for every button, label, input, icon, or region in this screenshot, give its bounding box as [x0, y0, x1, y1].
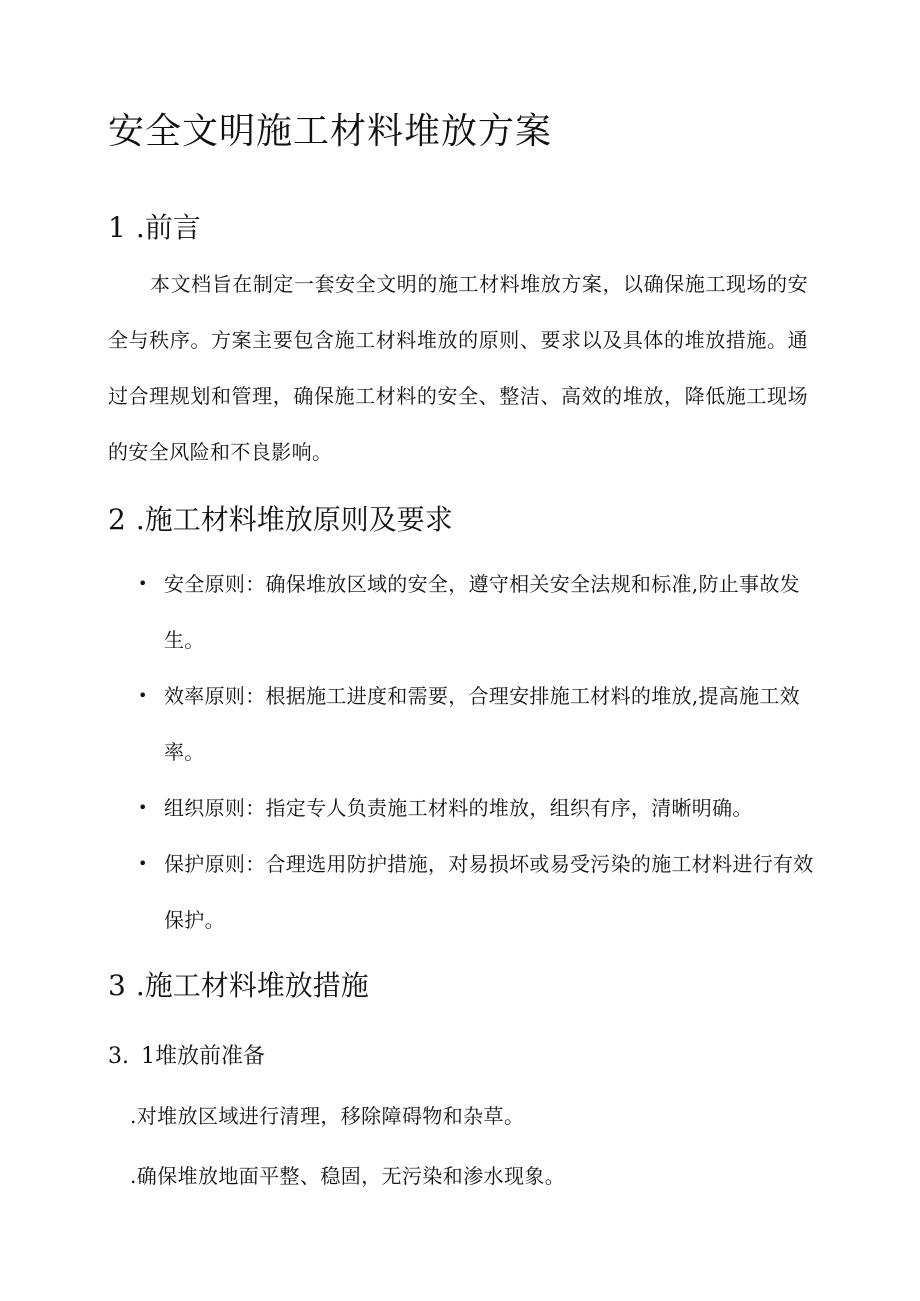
bullet-icon: • — [138, 798, 148, 817]
list-item — [108, 836, 828, 948]
subsection-3-1-title: 1堆放前准备 — [141, 1044, 265, 1069]
subsection-3-1-number: 3. — [108, 1044, 129, 1069]
subsection-3-1-heading — [108, 1041, 265, 1073]
section-3-heading — [108, 966, 369, 1006]
prep-step-1: .对堆放区域进行清理，移除障碍物和杂草。 — [130, 1104, 525, 1128]
document-title: 安全文明施工材料堆放方案 — [108, 111, 553, 152]
bullet-icon: • — [138, 686, 148, 705]
section-2-number: 2 — [108, 503, 126, 536]
principles-list — [108, 556, 828, 948]
list-item — [108, 556, 828, 668]
prep-step-2: .确保堆放地面平整、稳固，无污染和渗水现象。 — [130, 1164, 566, 1188]
section-1-number: 1 — [108, 211, 126, 244]
bullet-icon: • — [138, 574, 148, 593]
section-2-title: .施工材料堆放原则及要求 — [135, 503, 453, 536]
section-3-title: .施工材料堆放措施 — [135, 969, 369, 1002]
list-item-text: 组织原则：指定专人负责施工材料的堆放，组织有序，清晰明确。 — [164, 796, 753, 820]
section-2-heading — [108, 500, 453, 540]
list-item-text: 效率原则：根据施工进度和需要，合理安排施工材料的堆放,提高施工效率。 — [164, 684, 800, 764]
list-item-text: 安全原则：确保堆放区域的安全，遵守相关安全法规和标准,防止事故发生。 — [164, 572, 800, 652]
section-1-heading — [108, 208, 201, 248]
bullet-icon: • — [138, 854, 148, 873]
list-item-text: 保护原则：合理选用防护措施，对易损坏或易受污染的施工材料进行有效保护。 — [164, 852, 814, 932]
section-1-title: .前言 — [135, 211, 201, 244]
list-item — [108, 780, 828, 836]
section-3-number: 3 — [108, 969, 126, 1002]
list-item — [108, 668, 828, 780]
section-1-paragraph: 本文档旨在制定一套安全文明的施工材料堆放方案，以确保施工现场的安全与秩序。方案主要包含施工材料堆放的原则、要求以及具体的堆放措施。通过合理规划和管理，确保施工材料的安全、整洁、高效的堆放，降低施工现场的安全风险和不良影响。 — [108, 272, 808, 464]
